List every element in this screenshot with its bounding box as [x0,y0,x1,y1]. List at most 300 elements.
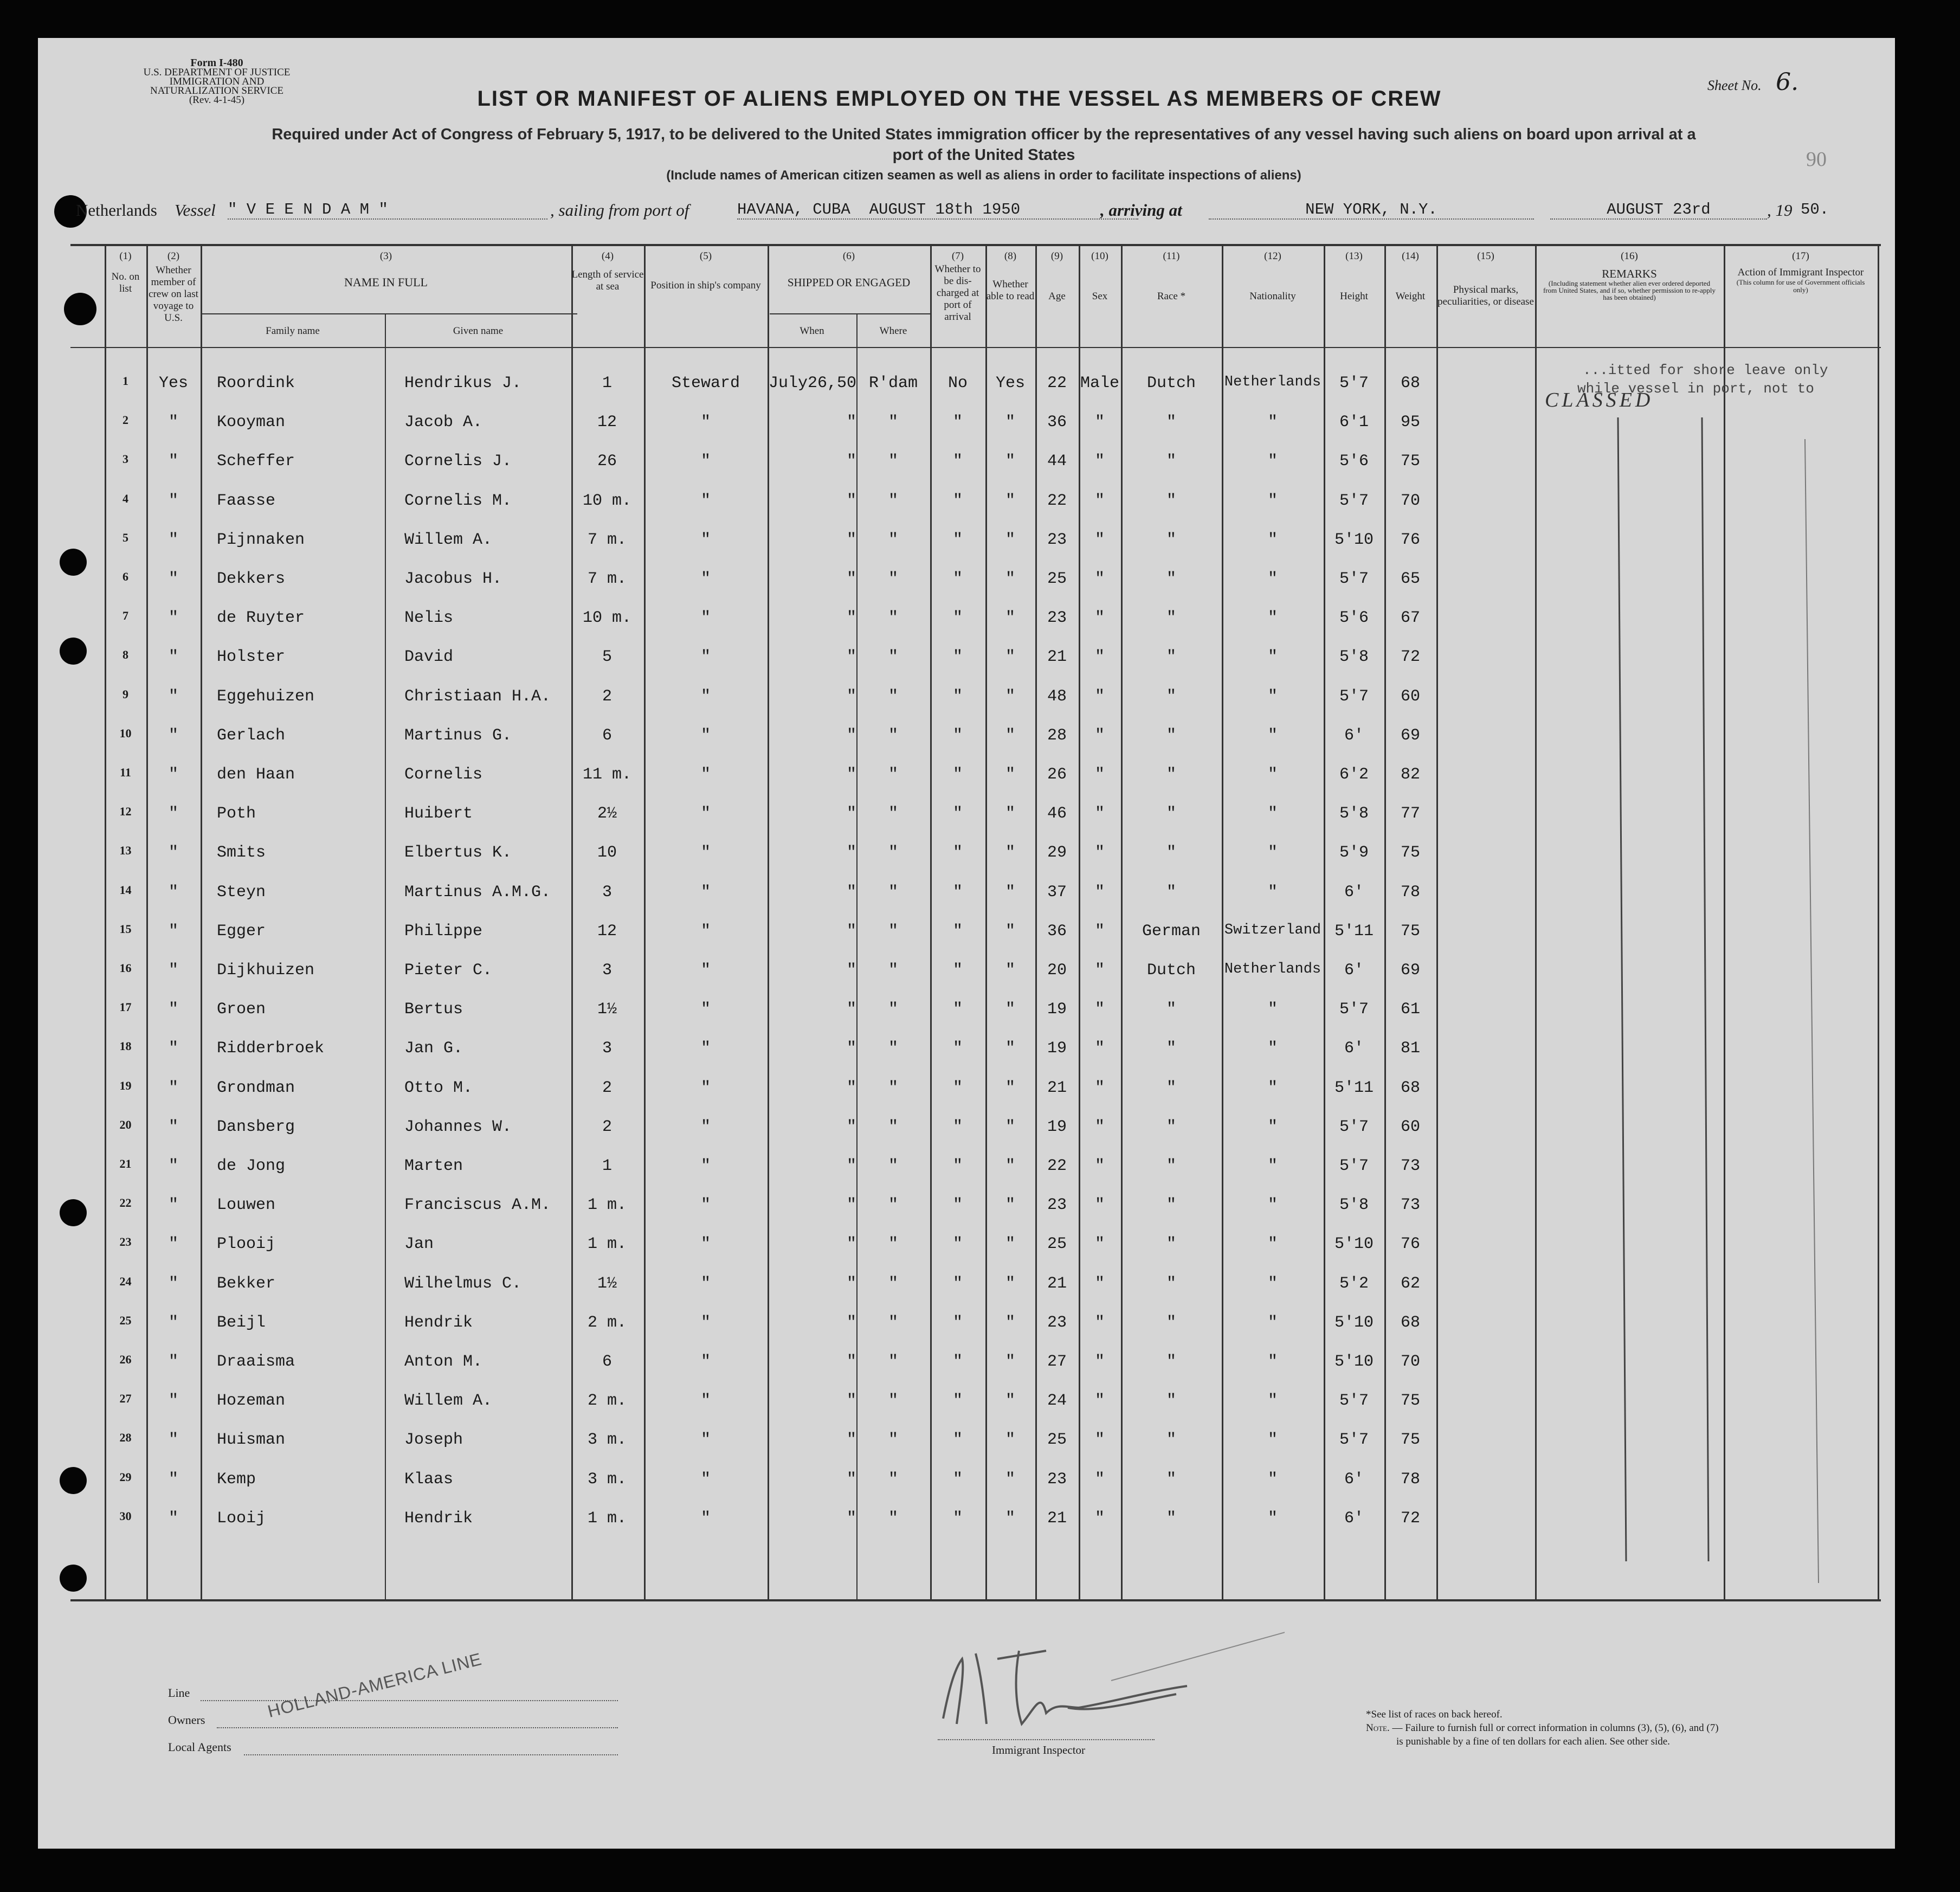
engaged-where: " [888,1509,898,1528]
length-of-service: 1 [602,1157,612,1175]
age: 36 [1047,413,1067,432]
height: 5'11 [1334,922,1374,941]
col4-title: Length of service at sea [571,269,644,292]
given-name: Jacob A. [404,413,483,432]
col17-number: (17) [1792,250,1809,262]
sex: " [1094,1509,1105,1528]
height: 5'2 [1339,1274,1369,1293]
length-of-service: 2 m. [587,1313,627,1332]
height: 5'11 [1334,1078,1374,1097]
height: 6'1 [1339,413,1369,432]
prev-voyage: " [168,961,178,980]
col1-header [105,250,146,295]
col2-title: Whether member of crew on last voyage to U.S. [149,265,198,324]
nationality: Netherlands [1224,374,1321,390]
ship-position: " [700,726,711,745]
race: " [1166,609,1176,628]
col13-number: (13) [1345,250,1363,262]
row-number: 8 [122,648,128,662]
nationality: " [1267,491,1278,510]
engaged-where: " [888,1431,898,1450]
col4-header [571,250,644,293]
height: 5'10 [1334,1235,1374,1254]
engaged-when: " [846,413,856,432]
agents-rule [244,1754,618,1755]
prev-voyage: " [168,1078,178,1097]
ship-position: " [700,413,711,432]
ship-position: " [700,1470,711,1489]
engaged-when: " [846,491,856,510]
col6a-header: When [800,325,824,337]
family-name: de Ruyter [217,609,305,628]
discharged: " [952,1000,963,1019]
able-to-read: " [1005,765,1015,784]
able-to-read: " [1005,844,1015,863]
family-name: Poth [217,805,256,823]
engaged-where: " [888,922,898,941]
row-number: 5 [122,530,128,544]
discharged: " [952,1431,963,1450]
engaged-when: " [846,805,856,823]
engaged-where: " [888,805,898,823]
inspector-label: Immigrant Inspector [992,1743,1086,1756]
discharged: " [952,530,963,549]
able-to-read: " [1005,726,1015,745]
race: " [1166,1509,1176,1528]
row-number: 24 [119,1274,132,1288]
prev-voyage: " [168,922,178,941]
race: " [1166,1313,1176,1332]
form-revision: (Rev. 4-1-45) [189,94,245,106]
weight: 73 [1400,1196,1420,1215]
length-of-service: 11 m. [582,765,631,784]
sex: " [1094,1235,1105,1254]
engaged-when: " [846,1274,856,1293]
prev-voyage: " [168,765,178,784]
prev-voyage: " [168,687,178,706]
family-name: Kooyman [217,413,286,432]
engaged-where: " [888,452,898,471]
table-top-rule [70,244,1881,246]
row-number: 30 [119,1509,132,1523]
height: 5'6 [1339,452,1369,471]
length-of-service: 7 m. [587,570,627,588]
ship-position: " [700,1392,711,1411]
col8-title: Whether able to read [986,279,1035,302]
ship-position: " [700,530,711,549]
ship-position: " [700,1431,711,1450]
able-to-read: " [1005,1274,1015,1293]
inspector-signature [905,1626,1285,1767]
col7-title: Whether to be dis-charged at port of arrival [934,263,981,323]
length-of-service: 12 [597,413,617,432]
family-name: Dekkers [217,570,286,588]
sex: " [1094,1313,1105,1332]
year-prefix: , 19 [1767,201,1793,220]
col3a-header: Family name [266,325,320,337]
sex: " [1094,413,1105,432]
family-name: Draaisma [217,1353,295,1371]
given-name: Jan G. [404,1039,463,1058]
nationality: " [1267,1353,1278,1371]
col2-header [146,250,201,324]
weight: 82 [1400,765,1420,784]
row-number: 2 [122,413,128,427]
engaged-where: " [888,1353,898,1371]
race: " [1166,844,1176,863]
given-name: Cornelis J. [404,452,512,471]
row-number: 15 [119,922,132,936]
engaged-where: " [888,1235,898,1254]
ship-position: " [700,922,711,941]
col12-header [1222,250,1324,303]
engaged-where: " [888,1000,898,1019]
weight: 60 [1400,687,1420,706]
ship-position: " [700,491,711,510]
age: 19 [1047,1000,1067,1019]
weight: 76 [1400,1235,1420,1254]
nationality: " [1267,687,1278,706]
nationality: Switzerland [1224,922,1321,938]
length-of-service: 1½ [597,1000,617,1019]
sex: " [1094,687,1105,706]
nationality: " [1267,413,1278,432]
engaged-where: " [888,413,898,432]
ship-position: " [700,1117,711,1136]
nationality: " [1267,1078,1278,1097]
engaged-where: " [888,883,898,902]
manifest-page [38,38,1895,1849]
note-label: Note. [1366,1722,1390,1734]
punch-hole [60,1565,87,1592]
given-name: Otto M. [404,1078,473,1097]
departure-date: AUGUST 18th 1950 [869,201,1021,218]
footer-notes [1366,1708,1875,1748]
given-name: Hendrik [404,1313,473,1332]
nationality: " [1267,1313,1278,1332]
length-of-service: 2 m. [587,1392,627,1411]
weight: 77 [1400,805,1420,823]
sex: " [1094,452,1105,471]
length-of-service: 10 m. [582,491,631,510]
engaged-when: " [846,1157,856,1175]
row-number: 11 [120,765,131,779]
col5-number: (5) [699,250,712,262]
age: 19 [1047,1117,1067,1136]
form-service: IMMIGRATION AND NATURALIZATION SERVICE [150,76,283,96]
col15-title: Physical marks, peculiarities, or disease [1437,284,1534,307]
col13-header [1324,250,1384,303]
age: 23 [1047,1196,1067,1215]
height: 5'10 [1334,1313,1374,1332]
age: 25 [1047,1431,1067,1450]
row-number: 1 [122,374,128,388]
length-of-service: 10 [597,844,617,863]
age: 37 [1047,883,1067,902]
sheet-number: 6. [1776,68,1799,96]
sex: " [1094,1196,1105,1215]
col5-header [644,250,768,292]
length-of-service: 2 [602,1117,612,1136]
able-to-read: " [1005,1196,1015,1215]
local-agents-label: Local Agents [168,1740,231,1754]
ship-position: " [700,1313,711,1332]
height: 6' [1344,1470,1364,1489]
remarks-pen-lines [1566,417,1848,1599]
prev-voyage: " [168,491,178,510]
prev-voyage: " [168,609,178,628]
length-of-service: 1½ [597,1274,617,1293]
col15-header [1436,250,1535,308]
prev-voyage: " [168,1039,178,1058]
discharged: " [952,491,963,510]
race: German [1142,922,1201,941]
family-name: Dijkhuizen [217,961,315,980]
sex: " [1094,1078,1105,1097]
length-of-service: 3 [602,1039,612,1058]
race: " [1166,687,1176,706]
weight: 75 [1400,1431,1420,1450]
row-number: 7 [122,609,128,623]
nationality: " [1267,648,1278,667]
age: 25 [1047,570,1067,588]
col12-title: Nationality [1249,291,1296,302]
race: Dutch [1146,961,1196,980]
col6-title: SHIPPED OR ENGAGED [787,276,911,289]
discharged: " [952,687,963,706]
row-number: 28 [119,1431,132,1445]
ship-position: " [700,961,711,980]
prev-voyage: " [168,1431,178,1450]
family-name: Looij [217,1509,266,1528]
col13-title: Height [1340,291,1368,302]
punch-hole [64,293,96,325]
weight: 60 [1400,1117,1420,1136]
length-of-service: 2½ [597,805,617,823]
height: 5'7 [1339,570,1369,588]
row-number: 20 [119,1117,132,1131]
engaged-where: " [888,1117,898,1136]
prev-voyage: " [168,1392,178,1411]
engaged-when: " [846,1431,856,1450]
sex: Male [1080,374,1119,392]
inspector-rule [938,1739,1155,1740]
engaged-when: " [846,844,856,863]
age: 19 [1047,1039,1067,1058]
family-name: Faasse [217,491,276,510]
sex: " [1094,726,1105,745]
able-to-read: " [1005,570,1015,588]
family-name: Ridderbroek [217,1039,325,1058]
engaged-where: " [888,1274,898,1293]
engaged-when: July26,50 [768,374,856,392]
family-name: Dansberg [217,1117,295,1136]
discharged: " [952,609,963,628]
prev-voyage: " [168,1157,178,1175]
col10-number: (10) [1091,250,1108,262]
length-of-service: 2 [602,1078,612,1097]
departure-port: HAVANA, CUBA [737,201,850,218]
family-name: Scheffer [217,452,295,471]
discharged: " [952,1353,963,1371]
able-to-read: " [1005,452,1015,471]
sailing-label: , sailing from port of [550,201,689,220]
discharged: " [952,1313,963,1332]
ship-position: " [700,687,711,706]
nationality: " [1267,883,1278,902]
family-name: Plooij [217,1235,276,1254]
nationality: " [1267,452,1278,471]
weight: 69 [1400,726,1420,745]
given-name: Anton M. [404,1353,483,1371]
sex: " [1094,609,1105,628]
row-number: 12 [119,805,132,819]
discharged: " [952,1235,963,1254]
weight: 61 [1400,1000,1420,1019]
given-name: Cornelis [404,765,483,784]
voyage-line [54,201,1854,233]
col3b-header: Given name [453,325,504,337]
given-name: Martinus G. [404,726,512,745]
subtitle-line-1: Required under Act of Congress of February 5, 1917, to be delivered to the United States immigration officer by the representatives of any vessel having such aliens on board upon arrival at a [272,126,1696,143]
able-to-read: " [1005,413,1015,432]
weight: 72 [1400,1509,1420,1528]
weight: 65 [1400,570,1420,588]
prev-voyage: " [168,1313,178,1332]
prev-voyage: " [168,1353,178,1371]
given-name: Franciscus A.M. [404,1196,551,1215]
weight: 70 [1400,491,1420,510]
col17-header [1724,250,1878,294]
col10-title: Sex [1092,291,1108,302]
ship-position: " [700,648,711,667]
ship-position: " [700,609,711,628]
given-name: Jacobus H. [404,570,502,588]
family-name: Groen [217,1000,266,1019]
family-name: Egger [217,922,266,941]
subtitle-line-2: port of the United States [892,146,1075,164]
given-name: Huibert [404,805,473,823]
row-number: 27 [119,1392,132,1406]
family-name: Hozeman [217,1392,286,1411]
height: 6' [1344,883,1364,902]
age: 23 [1047,609,1067,628]
able-to-read: " [1005,1509,1015,1528]
height: 5'7 [1339,687,1369,706]
engaged-when: " [846,1000,856,1019]
able-to-read: " [1005,1470,1015,1489]
col7-number: (7) [951,250,964,262]
height: 6' [1344,961,1364,980]
remarks-line-2: while vessel in port, not to [1577,381,1814,397]
prev-voyage: " [168,1117,178,1136]
engaged-when: " [846,609,856,628]
form-department: U.S. DEPARTMENT OF JUSTICE [143,67,291,78]
row-number: 19 [119,1078,132,1092]
race: " [1166,1392,1176,1411]
col16-note: (Including statement whether alien ever ordered deported from United States, and if so, whether permission to re-apply has been obtained) [1543,279,1716,301]
age: 36 [1047,922,1067,941]
height: 6' [1344,726,1364,745]
remarks-line-1: ...itted for shore leave only [1583,362,1828,378]
col8-header [985,250,1035,303]
race: " [1166,452,1176,471]
height: 5'7 [1339,1157,1369,1175]
length-of-service: 3 [602,961,612,980]
length-of-service: 1 m. [587,1509,627,1528]
age: 21 [1047,1509,1067,1528]
family-name: Holster [217,648,286,667]
prev-voyage: " [168,413,178,432]
discharged: " [952,1196,963,1215]
weight: 68 [1400,1313,1420,1332]
engaged-when: " [846,1353,856,1371]
shipped-subheader-rule [770,313,930,314]
family-name: Gerlach [217,726,286,745]
given-name: Joseph [404,1431,463,1450]
nationality: " [1267,1274,1278,1293]
discharged: " [952,883,963,902]
height: 5'7 [1339,1392,1369,1411]
col6-number: (6) [842,250,855,262]
engaged-where: " [888,1157,898,1175]
length-of-service: 3 m. [587,1431,627,1450]
age: 21 [1047,1274,1067,1293]
weight: 69 [1400,961,1420,980]
ship-position: " [700,1078,711,1097]
row-number: 22 [119,1196,132,1210]
nationality: " [1267,1392,1278,1411]
prev-voyage: " [168,648,178,667]
discharged: " [952,1078,963,1097]
discharged: No [947,374,968,392]
discharged: " [952,726,963,745]
nationality: " [1267,1470,1278,1489]
discharged: " [952,648,963,667]
row-number: 6 [122,570,128,583]
weight: 78 [1400,1470,1420,1489]
col11-number: (11) [1163,250,1180,262]
age: 44 [1047,452,1067,471]
col11-header [1121,250,1222,303]
length-of-service: 3 m. [587,1470,627,1489]
height: 6' [1344,1039,1364,1058]
col6-header [768,250,930,288]
given-name: Wilhelmus C. [404,1274,522,1293]
sex: " [1094,1039,1105,1058]
ship-position: " [700,570,711,588]
sex: " [1094,922,1105,941]
sex: " [1094,570,1105,588]
race: Dutch [1146,374,1196,392]
race: " [1166,491,1176,510]
sex: " [1094,1392,1105,1411]
length-of-service: 3 [602,883,612,902]
length-of-service: 5 [602,648,612,667]
col1-title: No. on list [111,271,140,294]
race: " [1166,413,1176,432]
engaged-where: " [888,687,898,706]
race: " [1166,1039,1176,1058]
engaged-where: " [888,844,898,863]
nationality: " [1267,726,1278,745]
engaged-when: " [846,1039,856,1058]
ship-position: Steward [671,374,740,392]
age: 46 [1047,805,1067,823]
remarks-handwriting: CLASSED [1545,389,1654,411]
nationality: " [1267,530,1278,549]
prev-voyage: " [168,726,178,745]
